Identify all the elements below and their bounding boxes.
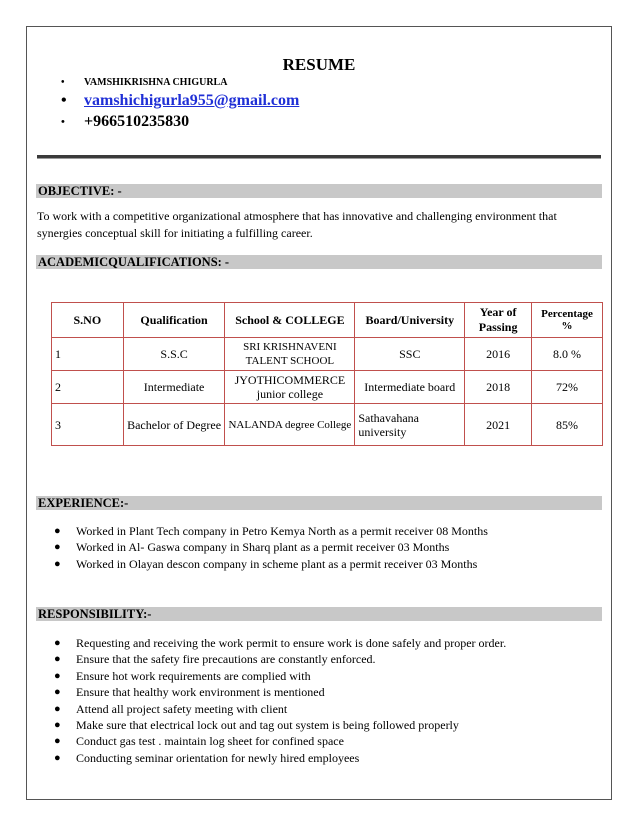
bullet-icon: ● xyxy=(54,653,61,666)
table-cell: 8.0 % xyxy=(532,338,603,371)
bullet-icon: ● xyxy=(54,669,61,682)
resume-title: RESUME xyxy=(282,55,356,74)
table-row xyxy=(52,338,603,371)
table-cell: Sathavahana university xyxy=(355,404,465,446)
contact-list xyxy=(57,75,299,133)
column-header: S.NO xyxy=(52,303,124,338)
list-item: ● Make sure that electrical lock out and tag out system is being followed properly xyxy=(54,717,459,732)
contact-name xyxy=(57,75,299,90)
table-cell: 1 xyxy=(52,338,124,371)
table-cell: S.S.C xyxy=(123,338,225,371)
list-item: ● Worked in Plant Tech company in Petro Kemya North as a permit receiver 08 Months xyxy=(54,524,488,538)
list-item: ● Ensure that healthy work environment is mentioned xyxy=(54,685,325,700)
responsibility-heading: RESPONSIBILITY:- xyxy=(36,607,602,621)
list-item: ● Ensure hot work requirements are complied with xyxy=(54,668,311,683)
table-cell: 3 xyxy=(52,404,124,446)
table-cell: NALANDA degree College xyxy=(225,404,355,446)
column-header: School & COLLEGE xyxy=(225,303,355,338)
bullet-icon: ● xyxy=(54,541,61,554)
table-cell: SSC xyxy=(355,338,465,371)
list-item: ● Conduct gas test . maintain log sheet for confined space xyxy=(54,734,344,749)
table-cell: 2018 xyxy=(465,371,532,404)
list-item: ● Worked in Olayan descon company in scheme plant as a permit receiver 03 Months xyxy=(54,556,478,571)
bullet-icon: ● xyxy=(54,525,61,537)
academics-heading: ACADEMICQUALIFICATIONS: - xyxy=(36,255,602,269)
column-header: Board/University xyxy=(355,303,465,338)
list-item: ● Worked in Al- Gaswa company in Sharq plant as a permit receiver 03 Months xyxy=(54,540,450,555)
table-cell: SRI KRISHNAVENI TALENT SCHOOL xyxy=(225,338,355,371)
table-cell: Intermediate xyxy=(123,371,225,404)
experience-list xyxy=(27,523,611,572)
table-cell: 85% xyxy=(532,404,603,446)
table-cell: Intermediate board xyxy=(355,371,465,404)
phone-number: +966510235830 xyxy=(84,113,190,130)
responsibility-list xyxy=(27,635,611,766)
column-header: Percentage % xyxy=(532,303,603,338)
bullet-icon: ● xyxy=(54,735,61,748)
objective-text: To work with a competitive organizational atmosphere that has innovative and challenging environment that synergies conceptual skill for initiating a fulfilling career. xyxy=(37,209,557,240)
column-header: Qualification xyxy=(123,303,225,338)
candidate-name: VAMSHIKRISHNA CHIGURLA xyxy=(84,77,228,88)
bullet-icon: ● xyxy=(54,702,61,715)
table-row xyxy=(52,371,603,404)
bullet-icon: ● xyxy=(54,686,61,699)
bullet-icon: ● xyxy=(54,557,61,570)
list-item: ● Conducting seminar orientation for newly hired employees xyxy=(54,750,360,765)
bullet-icon: • xyxy=(61,77,65,88)
resume-page xyxy=(26,26,612,800)
table-cell: 2 xyxy=(52,371,124,404)
contact-email[interactable] xyxy=(57,90,299,111)
header-divider xyxy=(37,155,601,159)
bullet-icon: ● xyxy=(54,718,61,731)
list-item: ● Attend all project safety meeting with client xyxy=(54,701,288,716)
email-link[interactable]: vamshichigurla955@gmail.com xyxy=(84,92,300,109)
table-cell: 2016 xyxy=(465,338,532,371)
table-cell: 72% xyxy=(532,371,603,404)
experience-heading: EXPERIENCE:- xyxy=(36,496,602,510)
column-header: Year of Passing xyxy=(465,303,532,338)
bullet-icon: ● xyxy=(54,637,61,649)
table-cell: JYOTHICOMMERCE junior college xyxy=(225,371,355,404)
contact-phone xyxy=(57,111,299,133)
list-item: ● Ensure that the safety fire precautions are constantly enforced. xyxy=(54,652,376,667)
table-header-row xyxy=(52,303,603,338)
bullet-icon: ● xyxy=(54,751,61,764)
list-item: ● Requesting and receiving the work permit to ensure work is done safely and proper order. xyxy=(54,636,507,650)
table-row xyxy=(52,404,603,446)
objective-heading: OBJECTIVE: - xyxy=(36,184,602,198)
academics-table xyxy=(51,302,603,446)
bullet-icon: • xyxy=(61,116,65,128)
bullet-icon: • xyxy=(61,92,67,109)
table-cell: 2021 xyxy=(465,404,532,446)
table-cell: Bachelor of Degree xyxy=(123,404,225,446)
